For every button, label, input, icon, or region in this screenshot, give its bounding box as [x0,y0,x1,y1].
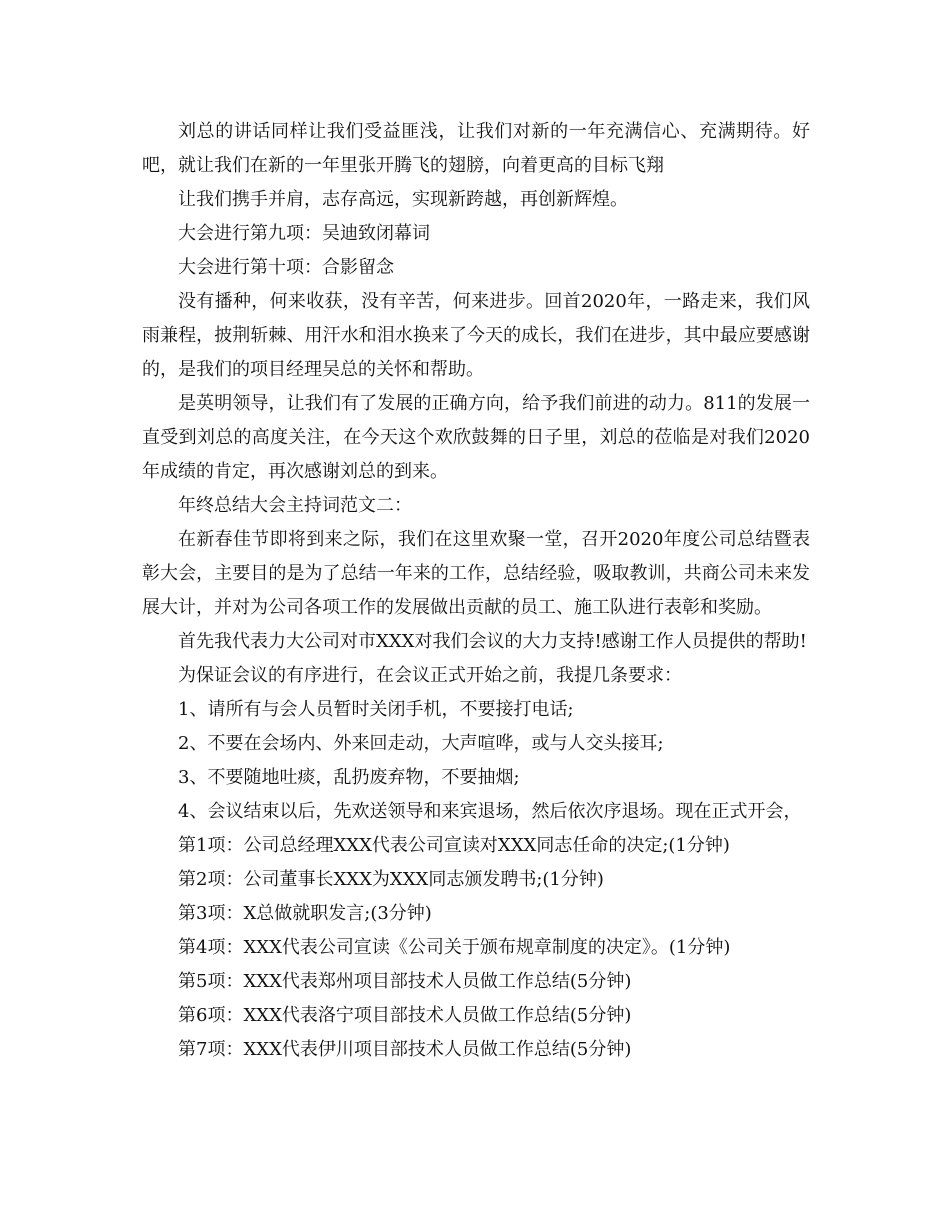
paragraph: 是英明领导，让我们有了发展的正确方向，给予我们前进的动力。811的发展一直受到刘总的高度关注，在今天这个欢欣鼓舞的日子里，刘总的莅临是对我们2020年成绩的肯定，再次感谢刘总的到来。 [142,393,810,482]
list-item: 1、请所有与会人员暂时关闭手机，不要接打电话; [178,699,574,720]
agenda-item: 第6项：XXX代表洛宁项目部技术人员做工作总结(5分钟) [178,1005,632,1026]
paragraph: 刘总的讲话同样让我们受益匪浅，让我们对新的一年充满信心、充满期待。好吧，就让我们在新的一年里张开腾飞的翅膀，向着更高的目标飞翔 [142,121,810,176]
agenda-item: 第7项：XXX代表伊川项目部技术人员做工作总结(5分钟) [178,1039,632,1060]
paragraph: 让我们携手并肩，志存高远，实现新跨越，再创新辉煌。 [178,189,628,210]
paragraph: 年终总结大会主持词范文二： [178,495,412,516]
paragraph: 大会进行第十项：合影留念 [178,257,394,278]
paragraph: 没有播种，何来收获，没有辛苦，何来进步。回首2020年，一路走来，我们风雨兼程，披荆斩棘、用汗水和泪水换来了今天的成长，我们在进步，其中最应要感谢的，是我们的项目经理吴总的关怀和帮助。 [142,291,810,380]
agenda-item: 第3项：X总做就职发言;(3分钟) [178,903,432,924]
list-item: 4、会议结束以后，先欢送领导和来宾退场，然后依次序退场。现在正式开会， [178,801,802,822]
document-body [142,115,810,1067]
paragraph: 为保证会议的有序进行，在会议正式开始之前，我提几条要求： [178,665,682,686]
list-item: 3、不要随地吐痰，乱扔废弃物，不要抽烟; [178,767,520,788]
paragraph: 首先我代表力大公司对市XXX对我们会议的大力支持!感谢工作人员提供的帮助! [178,631,807,652]
paragraph: 大会进行第九项：吴迪致闭幕词 [178,223,430,244]
agenda-item: 第4项：XXX代表公司宣读《公司关于颁布规章制度的决定》。(1分钟) [178,937,731,958]
agenda-item: 第5项：XXX代表郑州项目部技术人员做工作总结(5分钟) [178,971,632,992]
list-item: 2、不要在会场内、外来回走动，大声喧哗，或与人交头接耳; [178,733,664,754]
agenda-item: 第1项：公司总经理XXX代表公司宣读对XXX同志任命的决定;(1分钟) [178,835,730,856]
agenda-item: 第2项：公司董事长XXX为XXX同志颁发聘书;(1分钟) [178,869,604,890]
paragraph: 在新春佳节即将到来之际，我们在这里欢聚一堂，召开2020年度公司总结暨表彰大会，主要目的是为了总结一年来的工作，总结经验，吸取教训，共商公司未来发展大计，并对为公司各项工作的发展做出贡献的员工、施工队进行表彰和奖励。 [142,529,810,618]
